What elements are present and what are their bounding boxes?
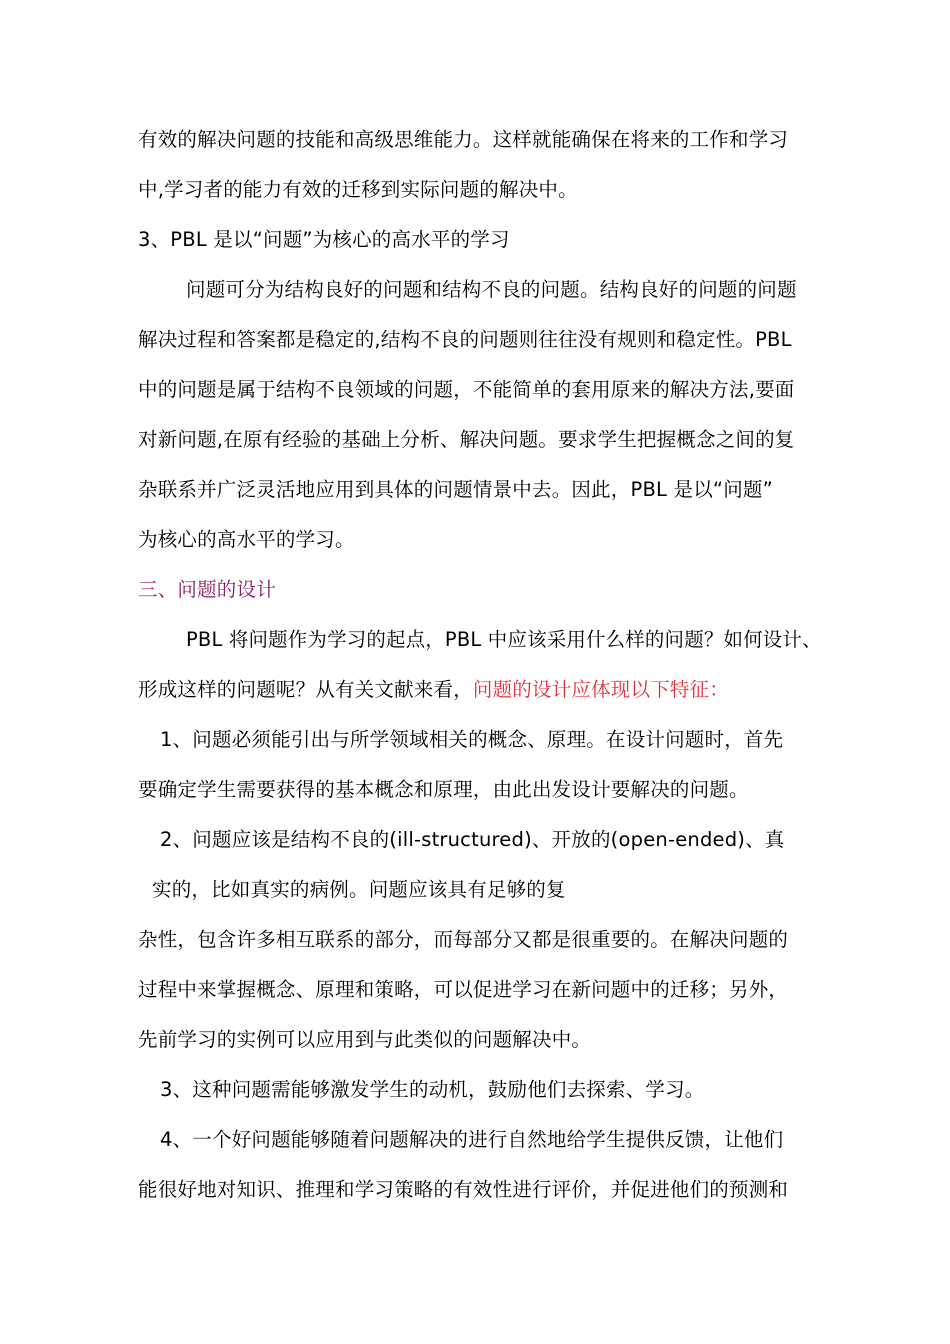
paragraph-line: 中的问题是属于结构不良领域的问题，不能简单的套用原来的解决方法,要面	[138, 378, 795, 401]
list-item-4-continuation: 能很好地对知识、推理和学习策略的有效性进行评价，并促进他们的预测和	[138, 1178, 789, 1201]
list-item-2-continuation: 先前学习的实例可以应用到与此类似的问题解决中。	[138, 1028, 592, 1051]
highlighted-text: 问题的设计应体现以下特征：	[472, 678, 730, 701]
paragraph-text: 形成这样的问题呢？从有关文献来看，	[138, 678, 473, 701]
list-item-3: 3、这种问题需能够激发学生的动机，鼓励他们去探索、学习。	[160, 1078, 705, 1101]
paragraph-line	[138, 675, 729, 705]
list-item-2-continuation: 过程中来掌握概念、原理和策略，可以促进学习在新问题中的迁移；另外，	[138, 978, 789, 1001]
paragraph-line: 有效的解决问题的技能和高级思维能力。这样就能确保在将来的工作和学习	[138, 128, 789, 151]
section-heading: 三、问题的设计	[138, 578, 276, 601]
list-item-4: 4、一个好问题能够随着问题解决的进行自然地给学生提供反馈，让他们	[160, 1128, 784, 1151]
paragraph-line: 杂联系并广泛灵活地应用到具体的问题情景中去。因此，PBL 是以“问题”	[138, 478, 773, 501]
item-3-heading: 3、PBL 是以“问题”为核心的高水平的学习	[138, 228, 510, 251]
list-item-2-continuation: 杂性，包含许多相互联系的部分，而每部分又都是很重要的。在解决问题的	[138, 928, 789, 951]
paragraph-line: 中,学习者的能力有效的迁移到实际问题的解决中。	[138, 178, 578, 201]
paragraph-line: PBL 将问题作为学习的起点，PBL 中应该采用什么样的问题？如何设计、	[186, 628, 822, 651]
list-item-1-continuation: 要确定学生需要获得的基本概念和原理，由此出发设计要解决的问题。	[138, 778, 749, 801]
paragraph-line: 为核心的高水平的学习。	[138, 528, 355, 551]
paragraph-line: 对新问题,在原有经验的基础上分析、解决问题。要求学生把握概念之间的复	[138, 428, 795, 451]
list-item-2: 2、问题应该是结构不良的(ill-structured)、开放的(open-ended)、真	[160, 828, 785, 851]
paragraph-line: 问题可分为结构良好的问题和结构不良的问题。结构良好的问题的问题	[186, 278, 797, 301]
paragraph-line: 解决过程和答案都是稳定的,结构不良的问题则往往没有规则和稳定性。PBL	[138, 328, 792, 351]
list-item-1: 1、问题必须能引出与所学领域相关的概念、原理。在设计问题时，首先	[160, 728, 784, 751]
list-item-2-continuation: 实的，比如真实的病例。问题应该具有足够的复	[152, 878, 566, 901]
